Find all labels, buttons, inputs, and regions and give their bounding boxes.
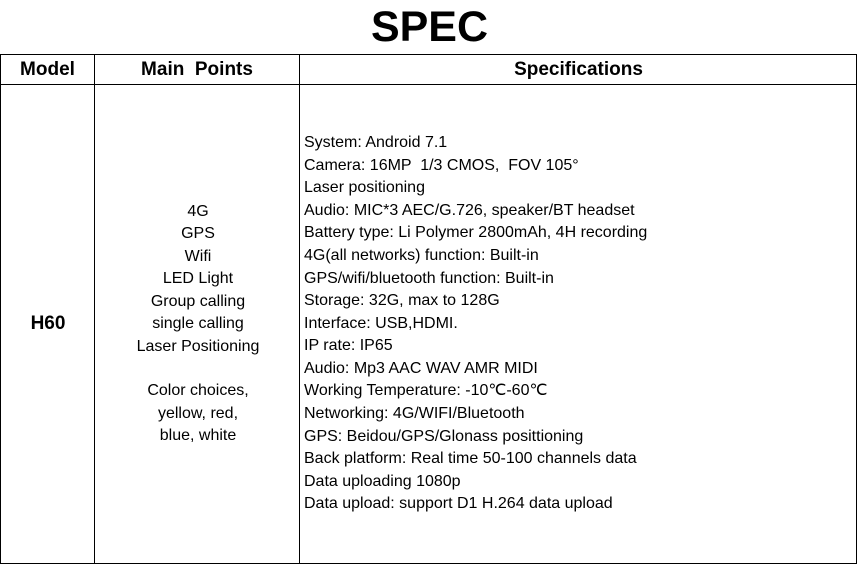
model-value: H60: [30, 313, 66, 334]
spec-line: System: Android 7.1: [304, 133, 448, 151]
page-title: SPEC: [370, 3, 489, 51]
spec-line: Back platform: Real time 50-100 channels data: [304, 450, 637, 468]
color-choices-line: Color choices,: [147, 382, 249, 399]
header-specifications: Specifications: [514, 59, 643, 80]
specifications-list: [304, 85, 852, 563]
main-point-item: 4G: [187, 202, 209, 220]
spec-line: Interface: USB,HDMI.: [304, 314, 458, 332]
color-choices-line: blue, white: [159, 427, 237, 444]
spec-table: [0, 54, 857, 564]
spec-line: GPS/wifi/bluetooth function: Built-in: [304, 269, 554, 287]
spec-line: Data uploading 1080p: [304, 472, 461, 490]
main-point-item: single calling: [152, 315, 244, 332]
header-main-points: Main Points: [141, 59, 253, 80]
spec-line: Networking: 4G/WIFI/Bluetooth: [304, 405, 525, 423]
spec-line: Laser positioning: [304, 179, 425, 197]
main-point-item: GPS: [181, 225, 215, 242]
spec-line: Audio: Mp3 AAC WAV AMR MIDI: [304, 359, 538, 377]
main-point-item: Group calling: [150, 292, 246, 310]
spec-line: Battery type: Li Polymer 2800mAh, 4H recording: [304, 224, 648, 242]
spec-line: 4G(all networks) function: Built-in: [304, 246, 539, 264]
header-model: Model: [20, 59, 75, 80]
spec-line: Data upload: support D1 H.264 data upload: [304, 495, 613, 513]
spec-line: Camera: 16MP 1/3 CMOS, FOV 105°: [304, 156, 579, 174]
spec-line: Storage: 32G, max to 128G: [304, 292, 500, 310]
main-point-item: Wifi: [184, 247, 212, 265]
main-points-list: [96, 85, 300, 563]
color-choices-line: yellow, red,: [157, 404, 239, 422]
spec-line: GPS: Beidou/GPS/Glonass posittioning: [304, 427, 584, 445]
main-point-item: LED Light: [162, 270, 234, 287]
spec-line: Working Temperature: -10℃-60℃: [304, 382, 548, 400]
main-point-item: Laser Positioning: [136, 337, 260, 355]
spec-line: IP rate: IP65: [304, 337, 393, 355]
spec-line: Audio: MIC*3 AEC/G.726, speaker/BT headset: [304, 201, 635, 219]
